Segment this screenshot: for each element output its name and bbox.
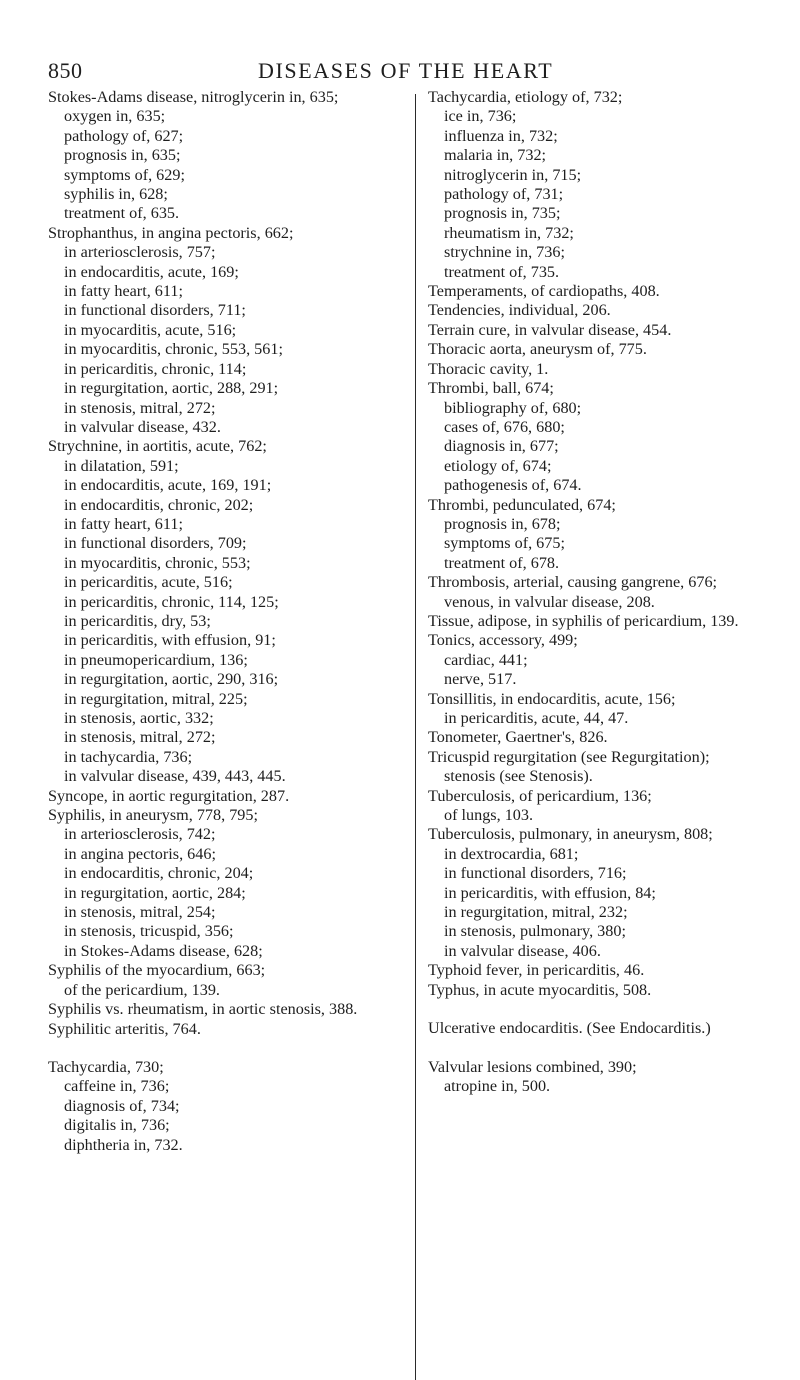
index-subentry: treatment of, 735. <box>444 262 560 281</box>
running-head: DISEASES OF THE HEART <box>258 58 554 83</box>
index-subentry: treatment of, 635. <box>64 204 180 223</box>
index-subentry: of lungs, 103. <box>444 806 534 825</box>
index-subentry: pathogenesis of, 674. <box>444 476 582 495</box>
index-entry: Tricuspid regurgitation (see Regurgitation); <box>428 747 710 766</box>
index-subentry: ice in, 736; <box>444 107 517 126</box>
index-subentry: oxygen in, 635; <box>64 107 166 126</box>
index-entry: Syphilis vs. rheumatism, in aortic stenosis, 388. <box>48 1000 358 1019</box>
index-entry: Syncope, in aortic regurgitation, 287. <box>48 786 290 805</box>
index-subentry: in endocarditis, acute, 169, 191; <box>64 476 272 495</box>
index-subentry: in myocarditis, chronic, 553, 561; <box>64 340 283 359</box>
index-subentry: in regurgitation, aortic, 288, 291; <box>64 379 279 398</box>
index-subentry: diphtheria in, 732. <box>64 1135 183 1154</box>
index-subentry: in stenosis, pulmonary, 380; <box>444 922 626 941</box>
index-subentry: in pneumopericardium, 136; <box>64 650 248 669</box>
index-subentry: in fatty heart, 611; <box>64 282 183 301</box>
index-subentry: etiology of, 674; <box>444 456 552 475</box>
index-entry: Syphilis, in aneurysm, 778, 795; <box>48 806 258 825</box>
index-entry: Tachycardia, etiology of, 732; <box>428 88 623 106</box>
index-entry: Tuberculosis, of pericardium, 136; <box>428 786 652 805</box>
index-subentry: cardiac, 441; <box>444 650 528 669</box>
index-entry: Strophanthus, in angina pectoris, 662; <box>48 223 294 242</box>
index-subentry: in valvular disease, 439, 443, 445. <box>64 767 286 786</box>
index-subentry: in valvular disease, 432. <box>64 417 221 436</box>
index-subentry: in tachycardia, 736; <box>64 747 193 766</box>
index-subentry: in stenosis, mitral, 272; <box>64 398 216 417</box>
index-subentry: in regurgitation, aortic, 284; <box>64 883 246 902</box>
index-column-left <box>48 88 403 1155</box>
index-column-right <box>428 88 783 1096</box>
index-entry: Thrombi, ball, 674; <box>428 379 554 398</box>
index-subentry: in functional disorders, 709; <box>64 534 247 553</box>
index-subentry: digitalis in, 736; <box>64 1116 170 1135</box>
index-subentry: in fatty heart, 611; <box>64 514 183 533</box>
index-subentry: in myocarditis, acute, 516; <box>64 320 237 339</box>
index-subentry: in dextrocardia, 681; <box>444 844 579 863</box>
index-subentry: in angina pectoris, 646; <box>64 844 216 863</box>
index-subentry: syphilis in, 628; <box>64 185 168 204</box>
index-subentry: in stenosis, mitral, 254; <box>64 903 216 922</box>
index-entry: Typhus, in acute myocarditis, 508. <box>428 980 652 999</box>
index-subentry: in functional disorders, 711; <box>64 301 246 320</box>
index-subentry: diagnosis in, 677; <box>444 437 559 456</box>
index-subentry: in endocarditis, chronic, 204; <box>64 864 254 883</box>
index-subentry: venous, in valvular disease, 208. <box>444 592 655 611</box>
index-subentry: prognosis in, 735; <box>444 204 561 223</box>
index-entry: Strychnine, in aortitis, acute, 762; <box>48 437 267 456</box>
index-subentry: bibliography of, 680; <box>444 398 582 417</box>
index-subentry: in arteriosclerosis, 742; <box>64 825 216 844</box>
index-subentry: in pericarditis, with effusion, 91; <box>64 631 276 650</box>
index-entry: Terrain cure, in valvular disease, 454. <box>428 320 672 339</box>
index-subentry: cases of, 676, 680; <box>444 417 565 436</box>
index-entry: Tachycardia, 730; <box>48 1057 164 1076</box>
index-entry: Tuberculosis, pulmonary, in aneurysm, 808; <box>428 825 713 844</box>
index-entry: Typhoid fever, in pericarditis, 46. <box>428 961 645 980</box>
index-subentry: in endocarditis, acute, 169; <box>64 262 239 281</box>
index-subentry: prognosis in, 635; <box>64 146 181 165</box>
index-subentry: pathology of, 731; <box>444 185 564 204</box>
index-entry: Thrombi, pedunculated, 674; <box>428 495 616 514</box>
index-entry: Stokes-Adams disease, nitroglycerin in, 635; <box>48 88 339 106</box>
index-entry: Tissue, adipose, in syphilis of pericardium, 139. <box>428 611 739 630</box>
index-entry: Tendencies, individual, 206. <box>428 301 611 320</box>
index-subentry: in stenosis, tricuspid, 356; <box>64 922 234 941</box>
index-subentry: strychnine in, 736; <box>444 243 565 262</box>
index-subentry: symptoms of, 629; <box>64 165 185 184</box>
index-subentry: atropine in, 500. <box>444 1076 551 1095</box>
column-divider <box>415 94 416 1380</box>
index-entry: Thrombosis, arterial, causing gangrene, 676; <box>428 573 718 592</box>
index-entry: Syphilis of the myocardium, 663; <box>48 961 266 980</box>
index-subentry: in pericarditis, chronic, 114, 125; <box>64 592 279 611</box>
index-subentry: in pericarditis, dry, 53; <box>64 611 211 630</box>
index-entry: Thoracic cavity, 1. <box>428 359 549 378</box>
index-subentry: nitroglycerin in, 715; <box>444 165 582 184</box>
index-subentry: malaria in, 732; <box>444 146 547 165</box>
index-subentry: in arteriosclerosis, 757; <box>64 243 216 262</box>
index-subentry: prognosis in, 678; <box>444 514 561 533</box>
index-subentry: in regurgitation, mitral, 225; <box>64 689 248 708</box>
index-subentry: in Stokes-Adams disease, 628; <box>64 941 263 960</box>
index-subentry: in pericarditis, chronic, 114; <box>64 359 247 378</box>
index-entry: Valvular lesions combined, 390; <box>428 1057 637 1076</box>
page-number: 850 <box>48 58 83 83</box>
index-entry: Tonics, accessory, 499; <box>428 631 578 650</box>
index-subentry: in dilatation, 591; <box>64 456 179 475</box>
index-subentry: rheumatism in, 732; <box>444 223 574 242</box>
index-subentry: nerve, 517. <box>444 670 517 689</box>
index-subentry: in myocarditis, chronic, 553; <box>64 553 251 572</box>
index-subentry: caffeine in, 736; <box>64 1077 170 1096</box>
index-entry: Tonometer, Gaertner's, 826. <box>428 728 608 747</box>
index-entry: Tonsillitis, in endocarditis, acute, 156; <box>428 689 676 708</box>
index-subentry: in stenosis, aortic, 332; <box>64 709 214 727</box>
index-subentry: in regurgitation, mitral, 232; <box>444 903 628 922</box>
index-subentry: diagnosis of, 734; <box>64 1096 180 1115</box>
index-subentry: in functional disorders, 716; <box>444 864 627 883</box>
index-subentry: in regurgitation, aortic, 290, 316; <box>64 670 279 689</box>
index-subentry: treatment of, 678. <box>444 553 560 572</box>
index-subentry: in pericarditis, acute, 516; <box>64 573 233 592</box>
index-subentry: symptoms of, 675; <box>444 534 565 553</box>
index-subentry: in pericarditis, acute, 44, 47. <box>444 709 629 727</box>
index-subentry: of the pericardium, 139. <box>64 980 220 999</box>
index-entry: Temperaments, of cardiopaths, 408. <box>428 282 660 301</box>
index-entry: Syphilitic arteritis, 764. <box>48 1019 201 1038</box>
index-subentry: in pericarditis, with effusion, 84; <box>444 883 656 902</box>
index-entry: Ulcerative endocarditis. (See Endocarditis.) <box>428 1019 711 1038</box>
index-subentry: in valvular disease, 406. <box>444 941 601 960</box>
index-subentry: in endocarditis, chronic, 202; <box>64 495 254 514</box>
index-subentry: influenza in, 732; <box>444 126 558 145</box>
index-subentry: in stenosis, mitral, 272; <box>64 728 216 747</box>
index-entry: Thoracic aorta, aneurysm of, 775. <box>428 340 647 359</box>
index-subentry: pathology of, 627; <box>64 126 184 145</box>
index-subentry: stenosis (see Stenosis). <box>444 767 593 786</box>
